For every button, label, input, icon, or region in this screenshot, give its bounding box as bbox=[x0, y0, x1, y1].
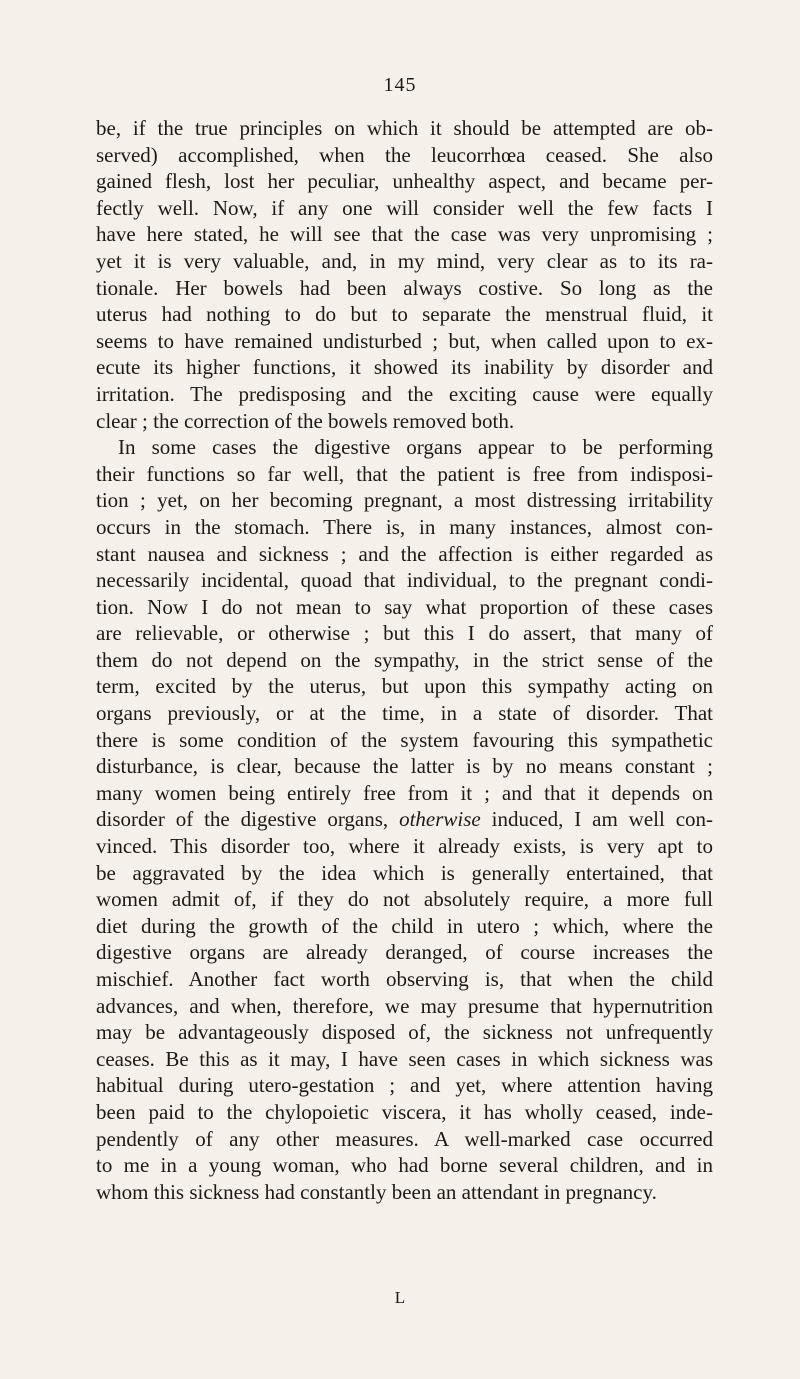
text-line: to me in a young woman, who had borne several children, and in bbox=[96, 1153, 713, 1178]
text-line: clear ; the correction of the bowels removed both. bbox=[96, 408, 515, 433]
text-line: occurs in the stomach. There is, in many instances, almost con- bbox=[96, 514, 713, 539]
text-line: gained flesh, lost her peculiar, unhealthy aspect, and became per- bbox=[96, 169, 713, 194]
text-line: whom this sickness had constantly been an attendant in pregnancy. bbox=[96, 1179, 657, 1204]
text-line: necessarily incidental, quoad that individual, to the pregnant condi- bbox=[96, 568, 713, 593]
text-line: tionale. Her bowels had been always costive. So long as the bbox=[96, 275, 713, 300]
text-line: may be advantageously disposed of, the sickness not unfrequently bbox=[96, 1020, 713, 1045]
text-line: fectly well. Now, if any one will consider well the few facts I bbox=[96, 195, 713, 220]
italic-word: otherwise bbox=[399, 807, 481, 832]
text-line: vinced. This disorder too, where it already exists, is very apt to bbox=[96, 834, 713, 859]
text-line: term, excited by the uterus, but upon this sympathy acting on bbox=[96, 674, 713, 699]
text-line: women admit of, if they do not absolutely require, a more full bbox=[96, 887, 713, 912]
text-line: tion ; yet, on her becoming pregnant, a most distressing irritability bbox=[96, 488, 713, 513]
text-line: many women being entirely free from it ; and that it depends on bbox=[96, 780, 713, 805]
text-line: been paid to the chylopoietic viscera, it has wholly ceased, inde- bbox=[96, 1099, 713, 1124]
text-line: ceases. Be this as it may, I have seen cases in which sickness was bbox=[96, 1046, 713, 1071]
signature-mark: L bbox=[394, 1288, 406, 1307]
text-line: have here stated, he will see that the case was very unpromising ; bbox=[96, 222, 713, 247]
text-line: be aggravated by the idea which is generally entertained, that bbox=[96, 860, 713, 885]
text-line: advances, and when, therefore, we may presume that hypernutrition bbox=[96, 993, 713, 1018]
text-line: are relievable, or otherwise ; but this I do assert, that many of bbox=[96, 621, 713, 646]
text-line: disturbance, is clear, because the latter is by no means constant ; bbox=[96, 754, 713, 779]
page-number: 145 bbox=[383, 74, 417, 96]
text-line: served) accomplished, when the leucorrhœa ceased. She also bbox=[96, 142, 713, 167]
text-segment: induced, I am well con- bbox=[491, 807, 714, 832]
text-line: tion. Now I do not mean to say what proportion of these cases bbox=[96, 594, 713, 619]
text-line: their functions so far well, that the patient is free from indisposi- bbox=[96, 461, 713, 486]
text-line: ecute its higher functions, it showed its inability by disorder and bbox=[96, 355, 713, 380]
text-line: diet during the growth of the child in utero ; which, where the bbox=[96, 913, 713, 938]
text-line: them do not depend on the sympathy, in the strict sense of the bbox=[96, 647, 713, 672]
text-line: mischief. Another fact worth observing is, that when the child bbox=[96, 967, 713, 991]
text-line: be, if the true principles on which it should be attempted are ob- bbox=[96, 116, 713, 140]
text-line: digestive organs are already deranged, of course increases the bbox=[96, 940, 713, 965]
text-line: there is some condition of the system favouring this sympathetic bbox=[96, 727, 713, 752]
text-line: uterus had nothing to do but to separate the menstrual fluid, it bbox=[96, 302, 713, 327]
body-text bbox=[96, 115, 713, 1205]
text-line: yet it is very valuable, and, in my mind, very clear as to its ra- bbox=[96, 248, 713, 273]
text-line: irritation. The predisposing and the exciting cause were equally bbox=[96, 381, 713, 406]
text-line: seems to have remained undisturbed ; but, when called upon to ex- bbox=[96, 328, 713, 353]
text-segment: disorder of the digestive organs, bbox=[96, 807, 389, 832]
text-line-with-italic bbox=[96, 806, 713, 833]
text-line: pendently of any other measures. A well-marked case occurred bbox=[96, 1126, 713, 1151]
text-line: In some cases the digestive organs appear to be performing bbox=[118, 435, 713, 460]
text-line: stant nausea and sickness ; and the affection is either regarded as bbox=[96, 541, 713, 566]
text-line: organs previously, or at the time, in a state of disorder. That bbox=[96, 701, 713, 726]
text-line: habitual during utero-gestation ; and yet, where attention having bbox=[96, 1073, 713, 1098]
